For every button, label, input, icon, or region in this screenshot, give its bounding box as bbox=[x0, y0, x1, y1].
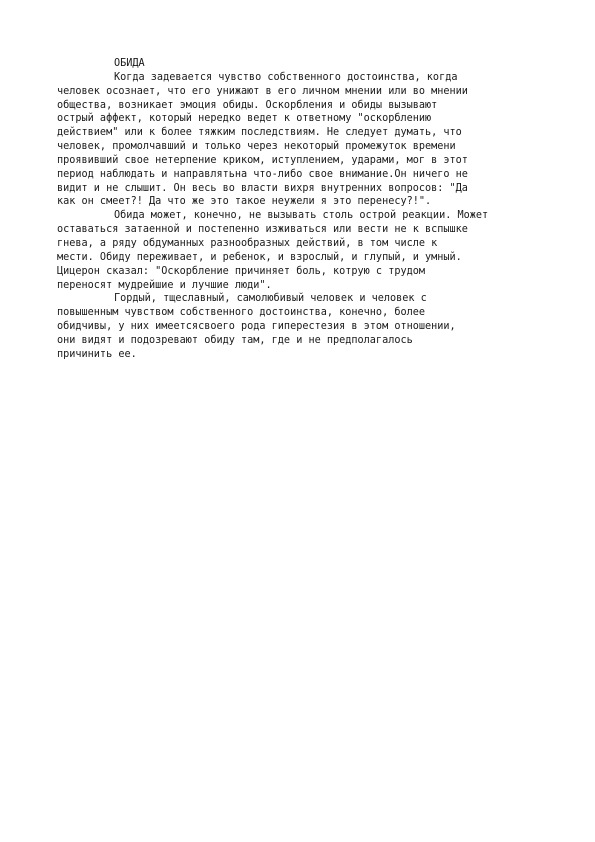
paragraph-line: гнева, а ряду обдуманных разнообразных действий, в том числе к bbox=[57, 237, 438, 249]
paragraph-line: Цицерон сказал: "Оскорбление причиняет боль, котрую с трудом bbox=[57, 265, 426, 277]
paragraph-line: острый аффект, который нередко ведет к ответному "оскорблению bbox=[57, 113, 432, 125]
paragraph-line: переносят мудрейшие и лучшие люди". bbox=[57, 279, 272, 291]
paragraph-line: причинить ее. bbox=[57, 348, 137, 360]
paragraph-line: период наблюдать и направлятьна что-либо свое внимание.Он ничего не bbox=[57, 168, 468, 180]
document-body bbox=[57, 57, 547, 362]
paragraph bbox=[57, 292, 547, 361]
paragraph-line: человек, промолчавший и только через некоторый промежуток времени bbox=[57, 141, 456, 153]
paragraph-list bbox=[57, 71, 547, 362]
paragraph-line: они видят и подозревают обиду там, где и не предполагалось bbox=[57, 334, 413, 346]
paragraph-line: мести. Обиду переживает, и ребенок, и взрослый, и глупый, и умный. bbox=[57, 251, 462, 263]
paragraph-first-line: Гордый, тщеславный, самолюбивый человек и человек с bbox=[114, 293, 427, 305]
paragraph-line: человек осознает, что его унижают в его личном мнении или во мнении bbox=[57, 85, 468, 97]
paragraph-first-line: Обида может, конечно, не вызывать столь острой реакции. Может bbox=[114, 210, 489, 222]
paragraph-line: повышенным чувством собственного достоинства, конечно, более bbox=[57, 307, 426, 319]
document-title: ОБИДА bbox=[114, 58, 145, 69]
paragraph-line: действием" или к более тяжким последствиям. Не следует думать, что bbox=[57, 127, 462, 139]
paragraph-line: как он смеет?! Да что же это такое неужели я это перенесу?!". bbox=[57, 196, 432, 208]
paragraph-line: обидчивы, у них имеетсясвоего рода гиперестезия в этом отношении, bbox=[57, 321, 456, 333]
paragraph-line: проявивший свое нетерпение криком, иступлением, ударами, мог в этот bbox=[57, 154, 468, 166]
paragraph bbox=[57, 71, 547, 209]
paragraph-line: видит и не слышит. Он весь во власти вихря внутренних вопросов: "Да bbox=[57, 182, 468, 194]
paragraph-line: общества, возникает эмоция обиды. Оскорбления и обиды вызывают bbox=[57, 99, 438, 111]
paragraph bbox=[57, 209, 547, 292]
paragraph-line: оставаться затаенной и постепенно изживаться или вести не к вспышке bbox=[57, 224, 468, 236]
paragraph-first-line: Когда задевается чувство собственного достоинства, когда bbox=[114, 71, 458, 83]
